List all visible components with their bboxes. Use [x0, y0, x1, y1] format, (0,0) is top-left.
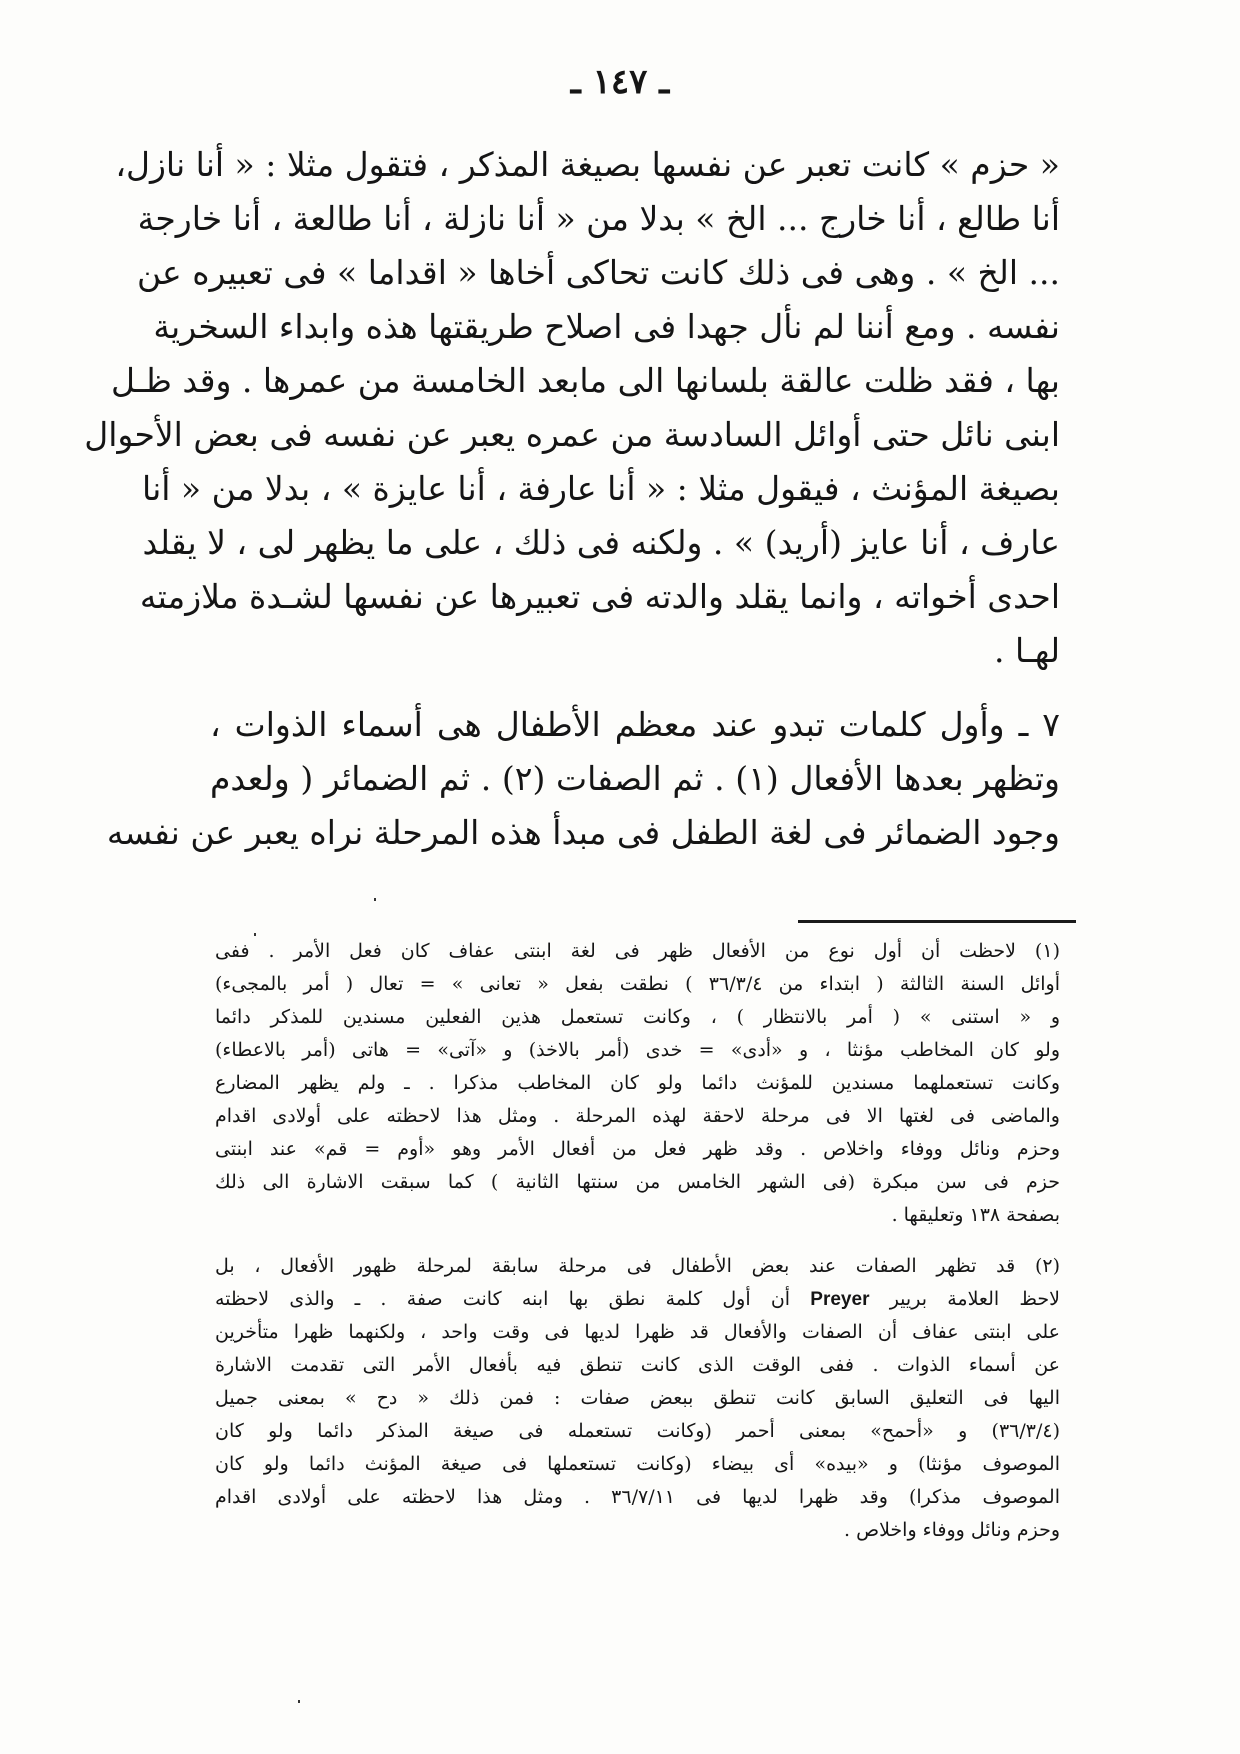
footnote-line: و « استنى » ( أمر بالانتظار ) ، وكانت تستعمل هذين الفعلين مسندين للمذكر دائما [215, 1006, 1060, 1028]
footnote-line: على ابنتى عفاف أن الصفات والأفعال قد ظهرا لديها فى وقت واحد ، ولكنهما ظهرا متأخرين [215, 1321, 1060, 1343]
main-text [84, 138, 1060, 860]
paragraph-2 [106, 698, 1060, 860]
footnote-2 [215, 1250, 1060, 1547]
footnote-text-segment: لاحظ العلامة بريير [889, 1288, 1060, 1310]
footnote-line: والماضى فى لغتها الا فى مرحلة لاحقة لهذه المرحلة . ومثل هذا لاحظته على أولادى اقدام [215, 1105, 1060, 1127]
footnote-separator [798, 920, 1076, 923]
text-line: احدى أخواته ، وانما يقلد والدته فى تعبيرها عن نفسها لشـدة ملازمته [139, 577, 1060, 616]
text-line: وتظهر بعدها الأفعال (١) . ثم الصفات (٢) . ثم الضمائر ( ولعدم [210, 759, 1060, 798]
text-line: ابنى نائل حتى أوائل السادسة من عمره يعبر عن نفسه فى بعض الأحوال [84, 415, 1060, 454]
footnote-line: حزم فى سن مبكرة (فى الشهر الخامس من سنتها الثانية ) كما سبقت الاشارة الى ذلك [215, 1171, 1060, 1193]
text-line: أنا طالع ، أنا خارج ... الخ » بدلا من « أنا نازلة ، أنا طالعة ، أنا خارجة [137, 199, 1060, 238]
footnote-line: (٢) قد تظهر الصفات عند بعض الأطفال فى مرحلة سابقة لمرحلة ظهور الأفعال ، بل [215, 1255, 1060, 1277]
scan-speck [298, 1700, 300, 1703]
footnotes [215, 935, 1060, 1565]
scan-speck [374, 898, 376, 901]
text-line: « حزم » كانت تعبر عن نفسها بصيغة المذكر ، فتقول مثلا : « أنا نازل، [115, 145, 1060, 184]
text-line: ٧ ـ وأول كلمات تبدو عند معظم الأطفال هى أسماء الذوات ، [210, 705, 1060, 744]
footnote-line: (٣٦/٣/٤) و «أحمح» بمعنى أحمر (وكانت تستعمله فى صيغة المذكر دائما ولو كان [215, 1420, 1060, 1442]
scan-speck [254, 933, 256, 936]
text-line: بها ، فقد ظلت عالقة بلسانها الى مابعد الخامسة من عمرها . وقد ظـل [110, 361, 1060, 400]
text-line: نفسه . ومع أننا لم نأل جهدا فى اصلاح طريقتها هذه وابداء السخرية [153, 307, 1060, 346]
footnote-line-with-latin [215, 1283, 1060, 1316]
footnote-line: أوائل السنة الثالثة ( ابتداء من ٣٦/٣/٤ ) نطقت بفعل « تعانى » = تعال ( أمر بالمجىء) [215, 973, 1060, 995]
footnote-line: ولو كان المخاطب مؤنثا ، و «أدى» = خدى (أمر بالاخذ) و «آتى» = هاتى (أمر بالاعطاء) [215, 1039, 1060, 1061]
page-number: ـ ١٤٧ ـ [570, 62, 670, 102]
text-line: ... الخ » . وهى فى ذلك كانت تحاكى أخاها « اقداما » فى تعبيره عن [136, 253, 1060, 292]
footnote-line: الموصوف مذكرا) وقد ظهرا لديها فى ٣٦/٧/١١ . ومثل هذا لاحظته على أولادى اقدام [215, 1486, 1060, 1508]
footnote-line: (١) لاحظت أن أول نوع من الأفعال ظهر فى لغة ابنتى عفاف كان فعل الأمر . ففى [215, 940, 1060, 962]
text-line: وجود الضمائر فى لغة الطفل فى مبدأ هذه المرحلة نراه يعبر عن نفسه [106, 813, 1060, 852]
footnote-text-segment: أن أول كلمة نطق بها ابنه كانت صفة . ـ والذى لاحظته [215, 1288, 791, 1310]
footnote-1 [215, 935, 1060, 1232]
footnote-line: بصفحة ١٣٨ وتعليقها . [891, 1204, 1060, 1226]
paragraph-1 [84, 138, 1060, 678]
footnote-line: عن أسماء الذوات . ففى الوقت الذى كانت تنطق فيه بأفعال الأمر التى تقدمت الاشارة [215, 1354, 1060, 1376]
text-line: لهـا . [994, 631, 1060, 670]
footnote-line: وكانت تستعملهما مسندين للمؤنث دائما ولو كان المخاطب مذكرا . ـ ولم يظهر المضارع [215, 1072, 1060, 1094]
footnote-line: وحزم ونائل ووفاء واخلاص . [844, 1519, 1060, 1541]
footnote-line: اليها فى التعليق السابق كانت تنطق ببعض صفات : فمن ذلك « دح » بمعنى جميل [215, 1387, 1060, 1409]
latin-name: Preyer [810, 1289, 870, 1310]
text-line: بصيغة المؤنث ، فيقول مثلا : « أنا عارفة ، أنا عايزة » ، بدلا من « أنا [142, 469, 1060, 508]
footnote-line: الموصوف مؤنثا) و «بيده» أى بيضاء (وكانت تستعملها فى صيغة المؤنث دائما ولو كان [215, 1453, 1060, 1475]
footnote-line: وحزم ونائل ووفاء واخلاص . وقد ظهر فعل من أفعال الأمر وهو «أوم = قم» عند ابنتى [215, 1138, 1060, 1160]
text-line: عارف ، أنا عايز (أريد) » . ولكنه فى ذلك ، على ما يظهر لى ، لا يقلد [142, 523, 1060, 562]
